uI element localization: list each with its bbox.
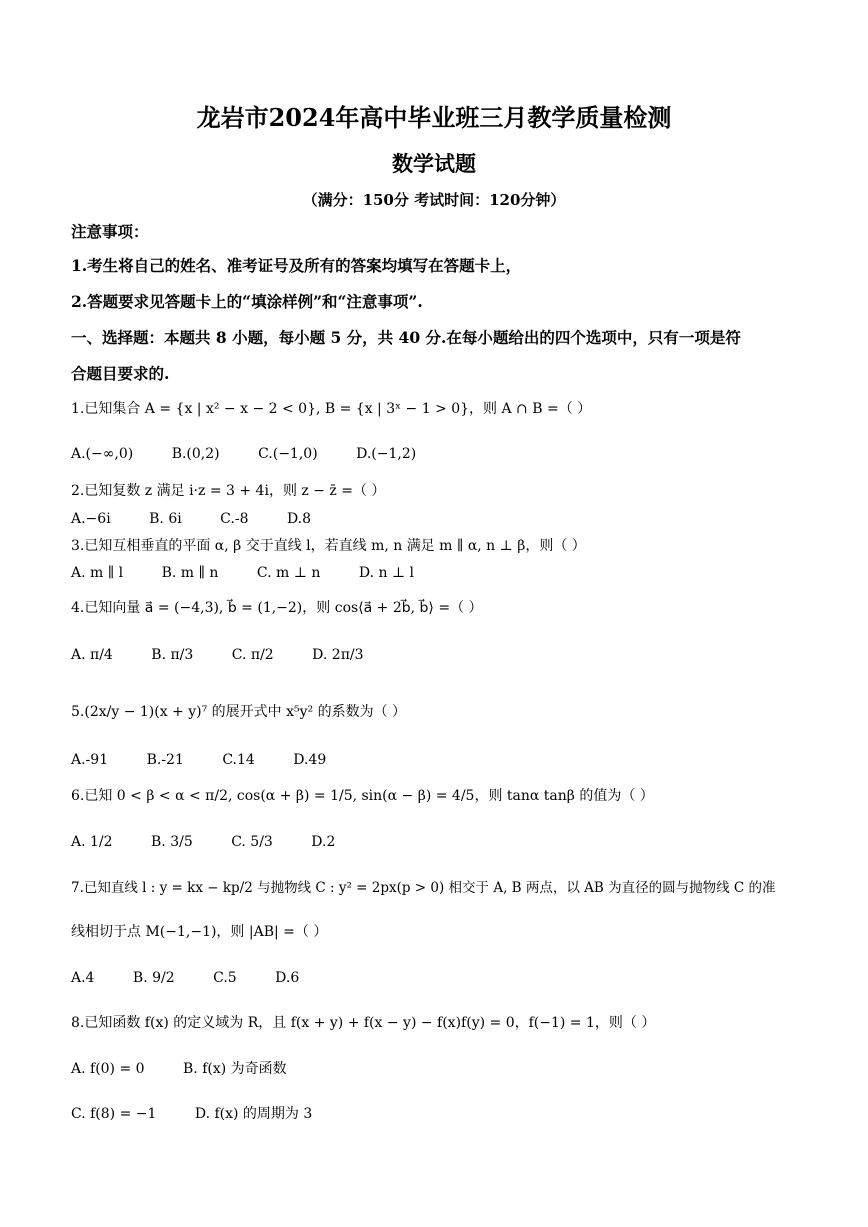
- section-heading-line1: 一、选择题：本题共 8 小题，每小题 5 分，共 40 分.在每小题给出的四个选项中，只有一项是符: [71, 328, 741, 347]
- question-1-options: [71, 444, 808, 464]
- option-c: C. f(8) = −1: [71, 1106, 157, 1122]
- question-8-options-cd: [71, 1104, 808, 1124]
- exam-subtitle: 数学试题: [392, 151, 476, 176]
- option-b: B. 9/2: [132, 970, 175, 986]
- option-c: C. π/2: [231, 647, 274, 663]
- option-d: D. n ⊥ l: [358, 565, 415, 581]
- question-2-options: [71, 509, 808, 529]
- question-4-stem: 4.已知向量 a⃗ = (−4,3), b⃗ = (1,−2)，则 cos⟨a⃗ + 2b⃗, b⃗⟩ =（ ）: [71, 600, 483, 616]
- notice-item-1: 1.考生将自己的姓名、准考证号及所有的答案均填写在答题卡上，: [71, 256, 522, 275]
- question-8-options-ab: [71, 1059, 808, 1079]
- option-d: D.(−1,2): [356, 446, 417, 462]
- question-7-stem-continued: 线相切于点 M(−1,−1)，则 |AB| =（ ）: [71, 924, 328, 940]
- question-3-stem: 3.已知互相垂直的平面 α, β 交于直线 l，若直线 m, n 满足 m ∥ α, n ⊥ β，则（ ）: [71, 538, 586, 554]
- question-7-stem: 7.已知直线 l : y = kx − kp/2 与抛物线 C : y² = 2px(p > 0) 相交于 A, B 两点，以 AB 为直径的圆与抛物线 C 的准: [71, 880, 776, 896]
- question-6-options: [71, 832, 808, 852]
- option-a: A.(−∞,0): [71, 446, 134, 462]
- option-b: B.(0,2): [171, 446, 220, 462]
- option-c: C.5: [213, 970, 237, 986]
- section-heading-line2: 合题目要求的.: [71, 364, 170, 383]
- option-a: A. π/4: [71, 647, 113, 663]
- question-5-options: [71, 750, 808, 770]
- question-4-options: [71, 645, 808, 665]
- option-a: A. m ∥ l: [71, 565, 124, 581]
- option-c: C.(−1,0): [258, 446, 318, 462]
- question-7-options: [71, 968, 808, 988]
- question-8-stem: 8.已知函数 f(x) 的定义域为 R，且 f(x + y) + f(x − y) − f(x)f(y) = 0，f(−1) = 1，则（ ）: [71, 1015, 656, 1031]
- option-c: C.14: [222, 752, 255, 768]
- notice-item-2: 2.答题要求见答题卡上的“填涂样例”和“注意事项”.: [71, 292, 423, 311]
- option-c: C. 5/3: [231, 834, 273, 850]
- option-b: B. 6i: [149, 511, 182, 527]
- question-1-stem: 1.已知集合 A = {x | x² − x − 2 < 0}, B = {x | 3ˣ − 1 > 0}，则 A ∩ B =（ ）: [71, 401, 592, 417]
- exam-title: 龙岩市2024年高中毕业班三月教学质量检测: [196, 103, 672, 132]
- option-d: D.6: [275, 970, 300, 986]
- option-d: D.49: [293, 752, 327, 768]
- option-d: D. f(x) 的周期为 3: [194, 1106, 313, 1122]
- option-c: C. m ⊥ n: [256, 565, 321, 581]
- option-d: D.2: [311, 834, 336, 850]
- option-a: A.−6i: [71, 511, 111, 527]
- notice-heading: 注意事项：: [71, 222, 149, 241]
- option-c: C.-8: [220, 511, 249, 527]
- option-b: B. f(x) 为奇函数: [183, 1061, 287, 1077]
- option-d: D.8: [286, 511, 312, 527]
- question-5-stem: 5.(2x/y − 1)(x + y)⁷ 的展开式中 x⁵y² 的系数为（ ）: [71, 704, 407, 720]
- option-b: B. 3/5: [151, 834, 193, 850]
- option-a: A. f(0) = 0: [71, 1061, 145, 1077]
- option-d: D. 2π/3: [312, 647, 364, 663]
- option-b: B. m ∥ n: [161, 565, 219, 581]
- option-a: A.-91: [71, 752, 109, 768]
- option-b: B. π/3: [151, 647, 194, 663]
- question-3-options: [71, 563, 808, 583]
- option-b: B.-21: [146, 752, 184, 768]
- option-a: A. 1/2: [71, 834, 113, 850]
- question-2-stem: 2.已知复数 z 满足 i·z = 3 + 4i，则 z − z̄ =（ ）: [71, 483, 386, 499]
- option-a: A.4: [71, 970, 95, 986]
- exam-meta: （满分：150分 考试时间：120分钟）: [302, 191, 566, 209]
- question-6-stem: 6.已知 0 < β < α < π/2, cos(α + β) = 1/5, sin(α − β) = 4/5，则 tanα tanβ 的值为（ ）: [71, 788, 654, 804]
